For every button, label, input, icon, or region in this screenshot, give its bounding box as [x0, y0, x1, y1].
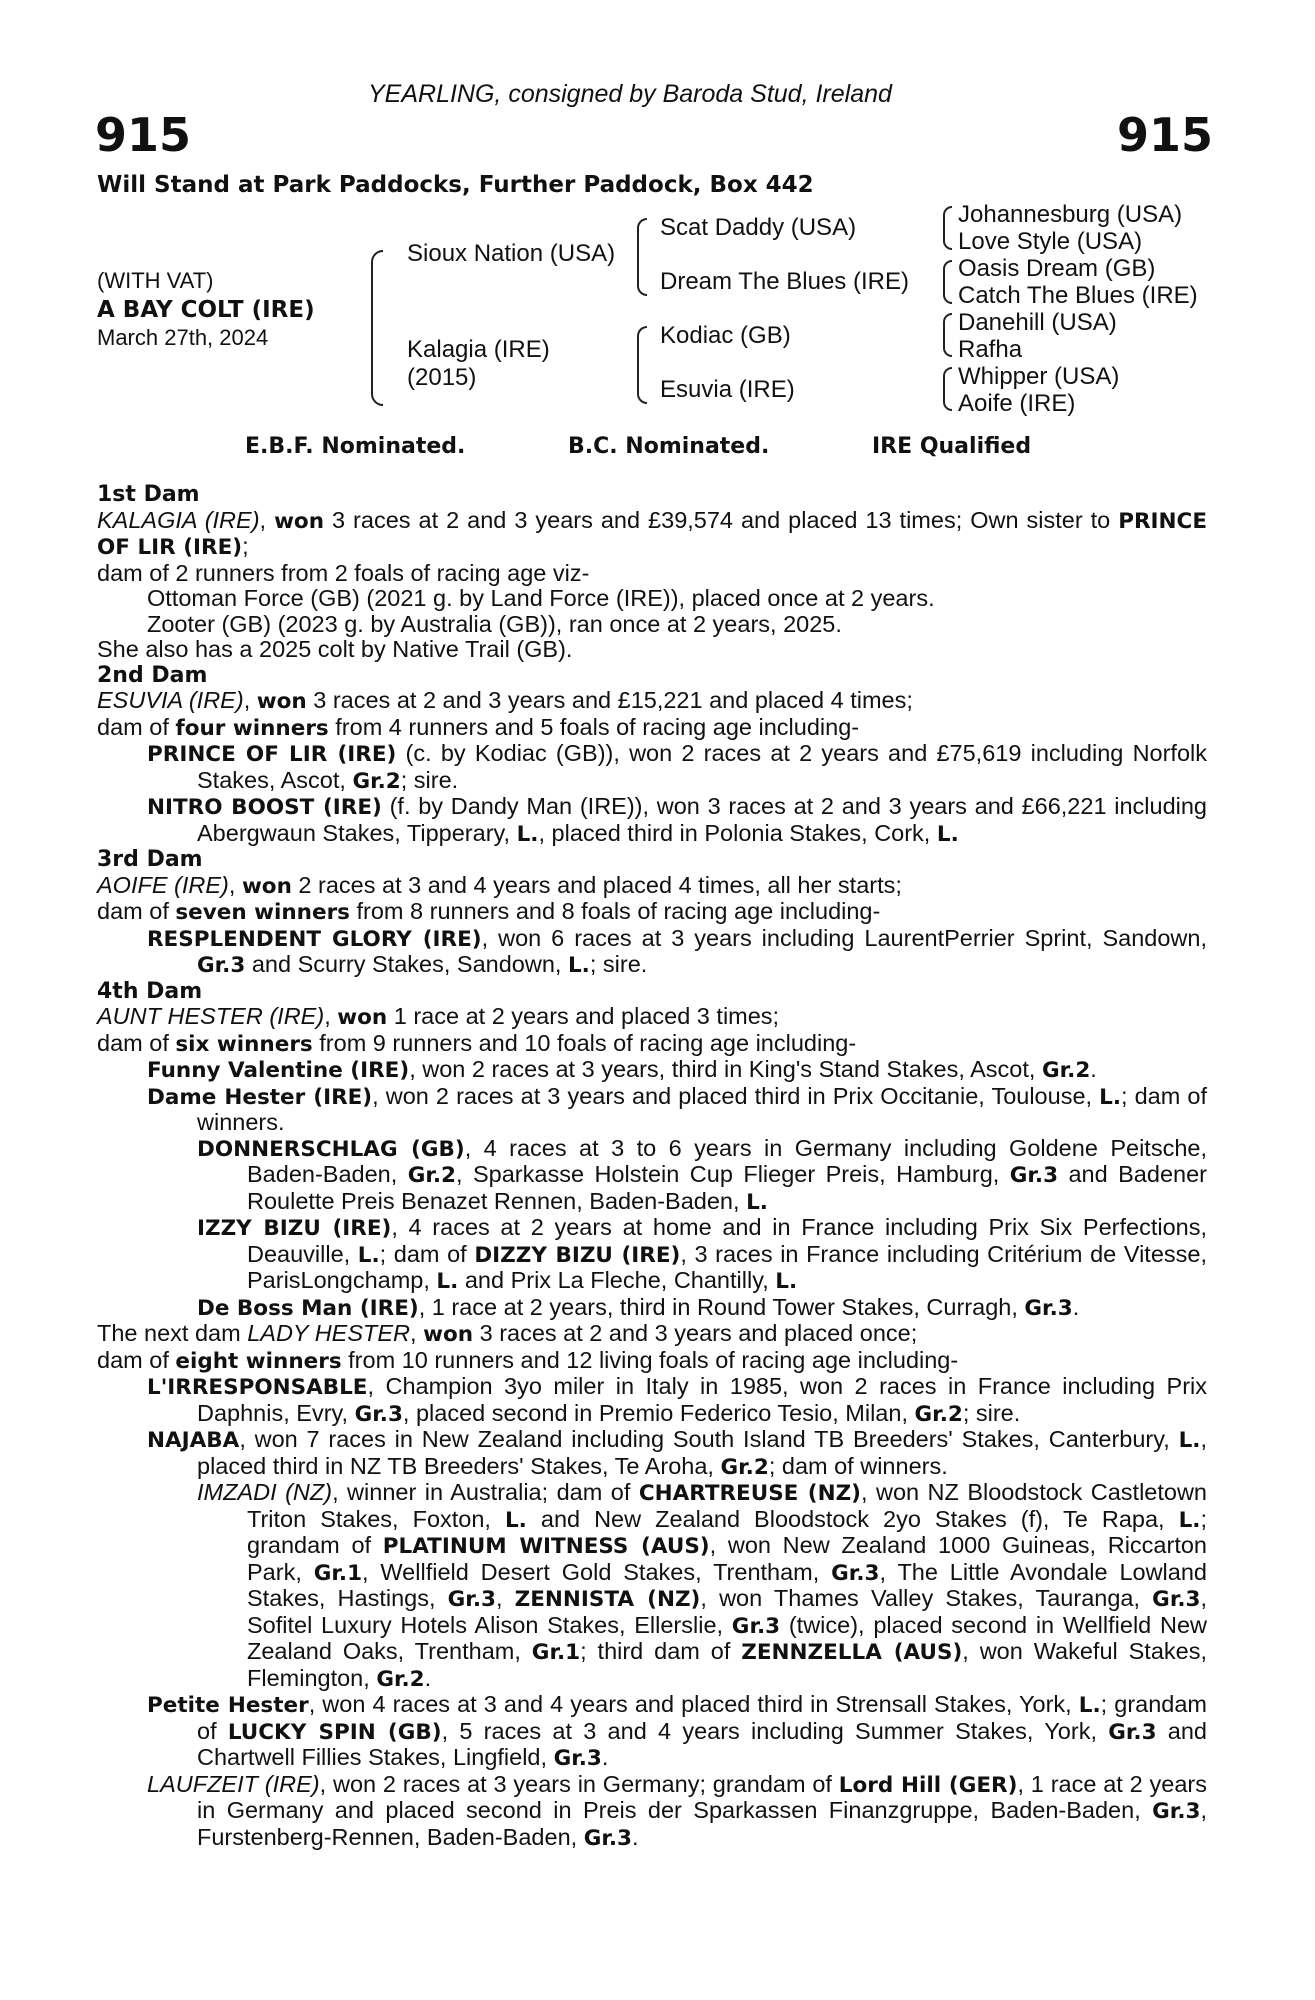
third-dam-record: AOIFE (IRE), won 2 races at 3 and 4 years and placed 4 times, all her starts;: [97, 871, 902, 899]
horse-name: A BAY COLT (IRE): [97, 297, 315, 323]
ebf-nominated: E.B.F. Nominated.: [245, 434, 466, 459]
lot-number-left: 915: [95, 108, 192, 162]
pedigree-brace-ds: [943, 313, 952, 357]
ire-qualified: IRE Qualified: [872, 434, 1032, 459]
pedigree-brace-main: [371, 250, 383, 406]
third-dam-heading: 3rd Dam: [97, 847, 203, 872]
foaling-date: March 27th, 2024: [97, 325, 269, 350]
sire-dam: Dream The Blues (IRE): [660, 268, 909, 295]
first-dam-record: KALAGIA (IRE), won 3 races at 2 and 3 years and £39,574 and placed 13 times; Own sister to PRINCE OF LIR (IRE);: [97, 506, 1208, 560]
catalogue-body: [97, 482, 1207, 1851]
next-dam-produce-line: dam of eight winners from 10 runners and 12 living foals of racing age including-: [97, 1346, 959, 1374]
sire-name: Sioux Nation (USA): [407, 240, 616, 267]
progeny-item: De Boss Man (IRE), 1 race at 2 years, third in Round Tower Stakes, Curragh, Gr.3.: [197, 1293, 1080, 1321]
progeny-item: DONNERSCHLAG (GB), 4 races at 3 to 6 years in Germany including Goldene Peitsche, Baden-Baden, Gr.2, Sparkasse Holstein Cup Flieger Preis, Hamburg, Gr.3 and Badener Roulette Preis Benazet Rennen, Baden-Baden, L.: [197, 1134, 1207, 1215]
dam-year: (2015): [407, 364, 477, 391]
third-dam-produce-line: dam of seven winners from 8 runners and 8 foals of racing age including-: [97, 898, 881, 925]
sire-sire: Scat Daddy (USA): [660, 214, 857, 241]
first-dam-produce-line: dam of 2 runners from 2 foals of racing age viz-: [97, 559, 590, 586]
second-dam-record: ESUVIA (IRE), won 3 races at 2 and 3 years and £15,221 and placed 4 times;: [97, 687, 913, 714]
pedigree-brace-ss: [943, 206, 952, 250]
won-label: won: [274, 508, 325, 534]
progeny-item: L'IRRESPONSABLE, Champion 3yo miler in Italy in 1985, won 2 races in France including Prix Daphnis, Evry, Gr.3, placed second in Premio Federico Tesio, Milan, Gr.2; sire.: [147, 1373, 1207, 1427]
progeny-item: PRINCE OF LIR (IRE) (c. by Kodiac (GB)), won 2 races at 2 years and £75,619 including Norfolk Stakes, Ascot, Gr.2; sire.: [147, 740, 1208, 794]
lot-number-right: 915: [1117, 108, 1214, 162]
sd-sire: Oasis Dream (GB): [958, 255, 1156, 282]
progeny-item: IMZADI (NZ), winner in Australia; dam of CHARTREUSE (NZ), won NZ Bloodstock Castletown Triton Stakes, Foxton, L. and New Zealand Bloodstock 2yo Stakes (f), Te Rapa, L.; grandam of PLATINUM WITNESS (AUS), won New Zealand 1000 Guineas, Riccarton Park, Gr.1, Wellfield Desert Gold Stakes, Trentham, Gr.3, The Little Avondale Lowland Stakes, Hastings, Gr.3, ZENNISTA (NZ), won Thames Valley Stakes, Tauranga, Gr.3, Sofitel Luxury Hotels Alison Stakes, Ellerslie, Gr.3 (twice), placed second in Wellfield New Zealand Oaks, Trentham, Gr.1; third dam of ZENNZELLA (AUS), won Wakeful Stakes, Flemington, Gr.2.: [197, 1479, 1208, 1692]
ds-sire: Danehill (USA): [958, 309, 1117, 336]
progeny-item: RESPLENDENT GLORY (IRE), won 6 races at 3 years including LaurentPerrier Sprint, Sandown, Gr.3 and Scurry Stakes, Sandown, L.; sire.: [147, 924, 1207, 978]
dam-sire: Kodiac (GB): [660, 322, 791, 349]
second-dam-produce-line: dam of four winners from 4 runners and 5 foals of racing age including-: [97, 713, 860, 741]
ds-dam: Rafha: [958, 336, 1023, 363]
progeny-item: Petite Hester, won 4 races at 3 and 4 years and placed third in Strensall Stakes, York, L.; grandam of LUCKY SPIN (GB), 5 races at 3 and 4 years including Summer Stakes, York, Gr.3 and Chartwell Fillies Stakes, Lingfield, Gr.3.: [147, 1691, 1208, 1771]
progeny-item: NAJABA, won 7 races in New Zealand including South Island TB Breeders' Stakes, Canterbury, L., placed third in NZ TB Breeders' Stakes, Te Aroha, Gr.2; dam of winners.: [147, 1426, 1207, 1480]
pedigree-brace-sire: [637, 218, 647, 296]
dd-dam: Aoife (IRE): [958, 390, 1076, 417]
dam-name: KALAGIA (IRE): [97, 506, 260, 533]
progeny-item: Ottoman Force (GB) (2021 g. by Land Force (IRE)), placed once at 2 years.: [147, 585, 935, 611]
first-dam-note: She also has a 2025 colt by Native Trail (GB).: [97, 636, 573, 662]
sister-name: PRINCE OF LIR (IRE): [97, 508, 1208, 560]
sd-dam: Catch The Blues (IRE): [958, 282, 1198, 309]
fourth-dam-produce-line: dam of six winners from 9 runners and 10 foals of racing age including-: [97, 1029, 857, 1057]
progeny-item: Funny Valentine (IRE), won 2 races at 3 years, third in King's Stand Stakes, Ascot, Gr.2.: [147, 1056, 1097, 1083]
next-dam-record: The next dam LADY HESTER, won 3 races at 2 and 3 years and placed once;: [97, 1320, 918, 1347]
dd-sire: Whipper (USA): [958, 363, 1120, 390]
fourth-dam-heading: 4th Dam: [97, 978, 203, 1004]
ss-sire: Johannesburg (USA): [958, 201, 1183, 228]
progeny-item: Zooter (GB) (2023 g. by Australia (GB)), ran once at 2 years, 2025.: [147, 610, 842, 637]
bc-nominated: B.C. Nominated.: [568, 434, 770, 459]
dam-dam: Esuvia (IRE): [660, 376, 795, 403]
first-dam-heading: 1st Dam: [97, 482, 200, 507]
fourth-dam-record: AUNT HESTER (IRE), won 1 race at 2 years and placed 3 times;: [97, 1003, 780, 1030]
ss-dam: Love Style (USA): [958, 228, 1143, 255]
dam-name: Kalagia (IRE): [407, 336, 550, 363]
pedigree-brace-sd: [943, 260, 952, 304]
pedigree-brace-dd: [943, 367, 952, 411]
vat-note: (WITH VAT): [97, 268, 214, 293]
progeny-item: Dame Hester (IRE), won 2 races at 3 years and placed third in Prix Occitanie, Toulouse, L.; dam of winners.: [147, 1082, 1207, 1135]
consignor-line: YEARLING, consigned by Baroda Stud, Ireland: [368, 80, 892, 108]
progeny-item: IZZY BIZU (IRE), 4 races at 2 years at home and in France including Prix Six Perfections, Deauville, L.; dam of DIZZY BIZU (IRE), 3 races in France including Critérium de Vitesse, ParisLongchamp, L. and Prix La Fleche, Chantilly, L.: [197, 1214, 1207, 1294]
second-dam-heading: 2nd Dam: [97, 662, 208, 688]
progeny-item: LAUFZEIT (IRE), won 2 races at 3 years in Germany; grandam of Lord Hill (GER), 1 race at 2 years in Germany and placed second in Preis der Sparkassen Finanzgruppe, Baden-Baden, Gr.3, Furstenberg-Rennen, Baden-Baden, Gr.3.: [147, 1770, 1208, 1851]
pedigree-brace-dam: [637, 326, 647, 404]
progeny-item: NITRO BOOST (IRE) (f. by Dandy Man (IRE)), won 3 races at 2 and 3 years and £66,221 including Abergwaun Stakes, Tipperary, L., placed third in Polonia Stakes, Cork, L.: [147, 793, 1208, 847]
stand-location: Will Stand at Park Paddocks, Further Paddock, Box 442: [97, 172, 814, 198]
